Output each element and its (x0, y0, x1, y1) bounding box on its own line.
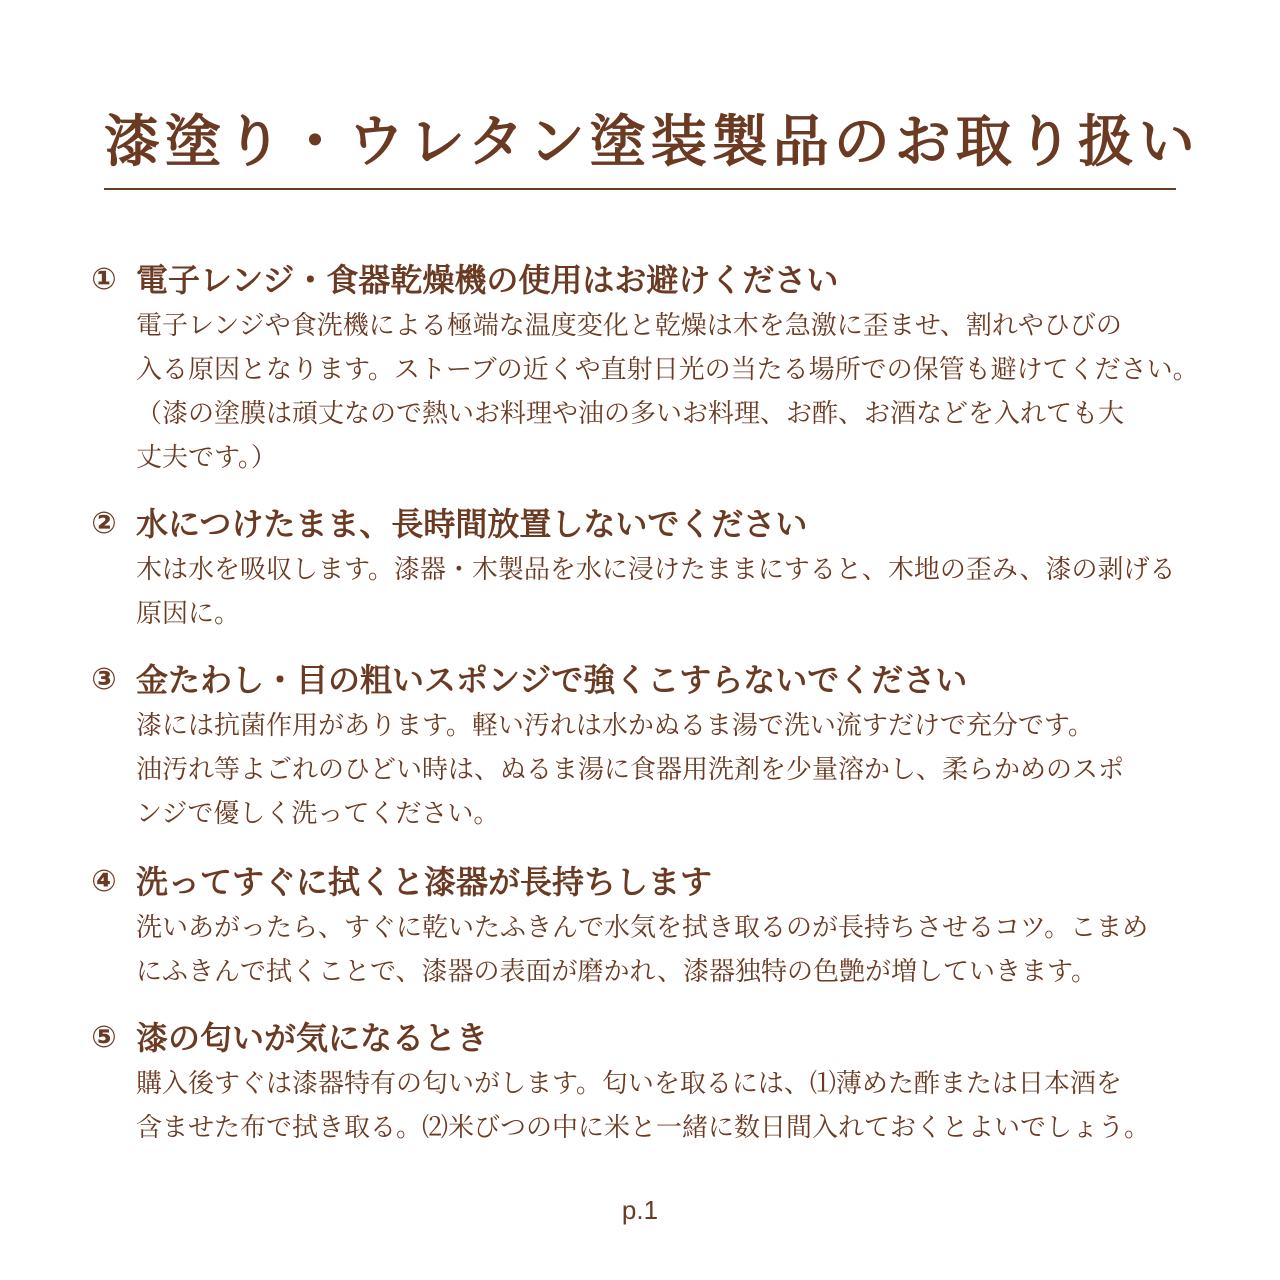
section-number: ④ (91, 864, 117, 899)
body-line: 電子レンジや食洗機による極端な温度変化と乾燥は木を急激に歪ませ、割れやひびの (136, 311, 1122, 341)
title-divider (104, 188, 1176, 190)
section-heading: 洗ってすぐに拭くと漆器が長持ちします (136, 863, 713, 901)
section-heading: 金たわし・目の粗いスポンジで強くこすらないでください (136, 661, 968, 699)
section-body (136, 906, 1196, 994)
section-number: ③ (91, 662, 117, 697)
body-line: （漆の塗膜は頑丈なので熱いお料理や油の多いお料理、お酢、お酒などを入れても大 (136, 399, 1125, 429)
section-body (136, 1062, 1196, 1150)
body-line: 購入後すぐは漆器特有の匂いがします。匂いを取るには、⑴薄めた酢または日本酒を (136, 1069, 1122, 1099)
section-heading: 電子レンジ・食器乾燥機の使用はお避けください (136, 261, 839, 299)
body-line: 漆には抗菌作用があります。軽い汚れは水かぬるま湯で洗い流すだけで充分です。 (136, 711, 1094, 741)
section-heading: 漆の匂いが気になるとき (136, 1019, 489, 1057)
body-line: 含ませた布で拭き取る。⑵米びつの中に米と一緒に数日間入れておくとよいでしょう。 (136, 1113, 1151, 1143)
section-number: ⑤ (91, 1020, 117, 1055)
body-line: 原因に。 (136, 599, 241, 629)
body-line: 丈夫です。） (136, 443, 277, 473)
body-line: 入る原因となります。ストーブの近くや直射日光の当たる場所での保管も避けてください。 (136, 355, 1199, 385)
section-body (136, 548, 1196, 636)
section-number: ① (91, 262, 117, 297)
page-title: 漆塗り・ウレタン塗装製品のお取り扱い (104, 110, 1200, 175)
body-line: ンジで優しく洗ってください。 (136, 799, 500, 829)
body-line: 木は水を吸収します。漆器・木製品を水に浸けたままにすると、木地の歪み、漆の剥げる (136, 555, 1176, 585)
section-heading: 水につけたまま、長時間放置しないでください (136, 505, 808, 543)
body-line: にふきんで拭くことで、漆器の表面が磨かれ、漆器独特の色艶が増していきます。 (136, 957, 1097, 987)
section-body (136, 304, 1199, 480)
section-number: ② (91, 506, 117, 541)
body-line: 油汚れ等よごれのひどい時は、ぬるま湯に食器用洗剤を少量溶かし、柔らかめのスポ (136, 755, 1125, 785)
body-line: 洗いあがったら、すぐに乾いたふきんで水気を拭き取るのが長持ちさせるコツ。こまめ (136, 913, 1149, 943)
section-body (136, 704, 1196, 836)
page-number: p.1 (621, 1195, 659, 1225)
